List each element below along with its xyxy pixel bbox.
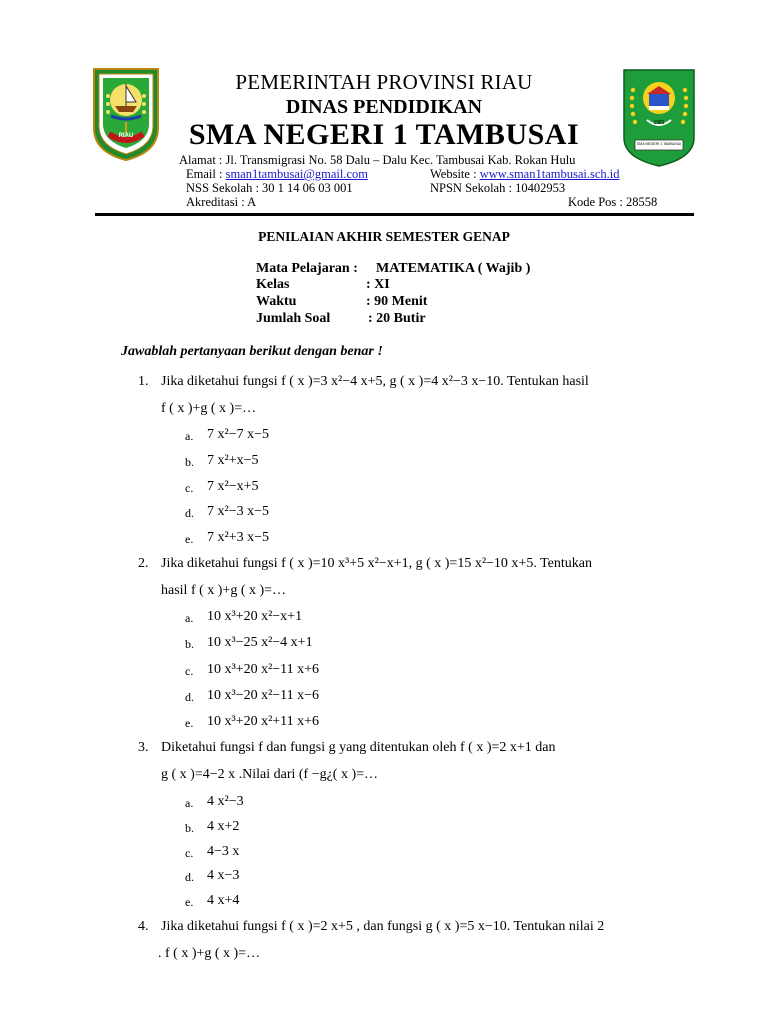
email-link[interactable]: sman1tambusai@gmail.com <box>225 167 368 181</box>
header-akreditasi: Akreditasi : A <box>186 195 257 209</box>
header-school-name: SMA NEGERI 1 TAMBUSAI <box>188 118 580 151</box>
option-letter: c. <box>185 664 194 678</box>
option-text: 4 x+4 <box>207 893 240 908</box>
instruction: Jawablah pertanyaan berikut dengan benar ! <box>121 344 383 359</box>
riau-logo-text: RIAU <box>118 133 134 139</box>
info-waktu-key: Waktu <box>256 294 297 309</box>
header-address: Alamat : Jl. Transmigrasi No. 58 Dalu – Dalu Kec. Tambusai Kab. Rokan Hulu <box>179 153 576 167</box>
question-text-cont: f ( x )+g ( x )=… <box>161 401 257 416</box>
info-jumlah-key: Jumlah Soal <box>256 311 331 326</box>
question-text: Jika diketahui fungsi f ( x )=3 x²−4 x+5, g ( x )=4 x²−3 x−10. Tentukan hasil <box>161 374 589 389</box>
website-label: Website : <box>430 167 480 181</box>
question-number: 4. <box>138 919 149 934</box>
info-jumlah-value: : 20 Butir <box>368 311 426 326</box>
question-text: Jika diketahui fungsi f ( x )=2 x+5 , dan fungsi g ( x )=5 x−10. Tentukan nilai 2 <box>161 919 605 934</box>
question-text-cont: g ( x )=4−2 x .Nilai dari (f −g¿( x )=… <box>161 767 379 782</box>
header-department: DINAS PENDIDIKAN <box>285 96 483 118</box>
question-number: 1. <box>138 374 149 389</box>
header-nss: NSS Sekolah : 30 1 14 06 03 001 <box>186 181 353 195</box>
header-province: PEMERINTAH PROVINSI RIAU <box>235 70 533 94</box>
option-text: 7 x²+3 x−5 <box>207 530 269 545</box>
option-text: 4 x+2 <box>207 819 240 834</box>
header-kodepos: Kode Pos : 28558 <box>568 195 658 209</box>
info-kelas-key: Kelas <box>256 277 290 292</box>
option-letter: d. <box>185 690 194 704</box>
option-text: 4 x²−3 <box>207 794 244 809</box>
option-letter: a. <box>185 611 194 625</box>
option-letter: a. <box>185 429 194 443</box>
question-number: 3. <box>138 740 149 755</box>
option-text: 7 x²−3 x−5 <box>207 504 269 519</box>
header-website <box>430 167 619 182</box>
option-text: 10 x³+20 x²−x+1 <box>207 609 303 624</box>
exam-title: PENILAIAN AKHIR SEMESTER GENAP <box>258 229 510 244</box>
option-letter: a. <box>185 796 194 810</box>
header-email <box>186 167 368 182</box>
option-text: 7 x²−7 x−5 <box>207 427 269 442</box>
option-text: 10 x³−25 x²−4 x+1 <box>207 635 313 650</box>
info-kelas-value: : XI <box>366 277 390 292</box>
option-text: 7 x²+x−5 <box>207 453 259 468</box>
header-npsn: NPSN Sekolah : 10402953 <box>430 181 566 195</box>
school-logo-text: SMA NEGERI 1 TAMBUSAI <box>636 142 682 146</box>
question-text-cont: hasil f ( x )+g ( x )=… <box>161 583 287 598</box>
website-link[interactable]: www.sman1tambusai.sch.id <box>479 167 620 181</box>
option-letter: e. <box>185 895 194 909</box>
school-logo-year: 1981 <box>653 120 665 126</box>
option-letter: c. <box>185 481 194 495</box>
option-letter: b. <box>185 455 194 469</box>
question-text: Diketahui fungsi f dan fungsi g yang ditentukan oleh f ( x )=2 x+1 dan <box>161 740 556 755</box>
email-label: Email : <box>186 167 226 181</box>
option-text: 7 x²−x+5 <box>207 479 259 494</box>
question-text-cont: . f ( x )+g ( x )=… <box>158 946 261 961</box>
option-text: 10 x³+20 x²+11 x+6 <box>207 714 320 729</box>
info-mapel-key: Mata Pelajaran : <box>256 261 358 276</box>
info-waktu-value: : 90 Menit <box>366 294 428 309</box>
option-letter: d. <box>185 506 194 520</box>
option-letter: c. <box>185 846 194 860</box>
option-text: 10 x³+20 x²−11 x+6 <box>207 662 320 677</box>
option-text: 10 x³−20 x²−11 x−6 <box>207 688 320 703</box>
header-divider <box>95 213 694 216</box>
question-text: Jika diketahui fungsi f ( x )=10 x³+5 x²−x+1, g ( x )=15 x²−10 x+5. Tentukan <box>161 556 592 571</box>
option-letter: e. <box>185 532 194 546</box>
option-letter: b. <box>185 821 194 835</box>
option-letter: b. <box>185 637 194 651</box>
option-text: 4 x−3 <box>207 868 240 883</box>
question-number: 2. <box>138 556 149 571</box>
option-letter: e. <box>185 716 194 730</box>
option-letter: d. <box>185 870 194 884</box>
option-text: 4−3 x <box>207 844 240 859</box>
info-mapel-value: MATEMATIKA ( Wajib ) <box>376 261 531 276</box>
